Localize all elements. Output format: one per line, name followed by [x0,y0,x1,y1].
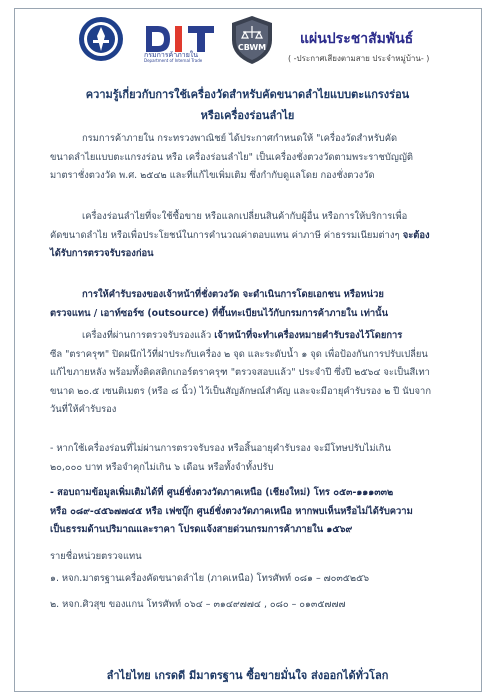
p1-line: ขนาดลำไยแบบตะแกรงร่อน หรือ เครื่องร่อนลำไย" เป็นเครื่องชั่งตวงวัดตามพระราชบัญญัติ [50,151,413,163]
p4-line: แก้ไขภายหลัง พร้อมทั้งติดสติกเกอร์ตราครุฑ "ตรวจสอบแล้ว" ประจำปี ซึ่งปี ๒๕๖๔ จะเป็นสีเทา [50,367,430,378]
agencies-title: รายชื่อหน่วยตรวจแทน [50,551,142,562]
p5-line: ๒๐,๐๐๐ บาท หรือจำคุกไม่เกิน ๖ เดือน หรือทั้งจำทั้งปรับ [50,461,274,473]
p4-text: เครื่องที่ผ่านการตรวจรับรองแล้ว [82,330,215,341]
slogan: ลำไยไทย เกรดดี มีมาตรฐาน ซื้อขายมั่นใจ ส่งออกได้ทั่วโลก [106,669,389,682]
p6-line: - สอบถามข้อมูลเพิ่มเติมได้ที่ ศูนย์ชั่งตวงวัดภาคเหนือ (เชียงใหม่) โทร ๐๕๓-๑๑๑๓๓๒ [50,487,394,498]
p1-line: กรมการค้าภายใน กระทรวงพาณิชย์ ได้ประกาศกำหนดให้ "เครื่องวัดสำหรับคัด [82,133,398,144]
p4-line: ซีล "ตราครุฑ" ปิดผนึกไว้ที่ฝาประกับเครื่อง ๒ จุด และระดับน้ำ ๑ จุด เพื่อป้องกันการปรับเปลี่ยน [50,348,428,360]
dit-caption: กรมการค้าภายใน [144,51,199,59]
p4-bold: เจ้าหน้าที่จะทำเครื่องหมายคำรับรองไว้โดยการ [214,330,403,341]
paragraph-4 [50,327,450,420]
agencies-list [50,548,450,615]
paragraph-3 [50,286,450,323]
paragraph-5 [50,440,450,477]
ministry-seal-logo [78,16,124,62]
p4-line: ขนาด ๒๐.๕ เซนติเมตร (หรือ ๘ นิ้ว) ไว้เป็นสัญลักษณ์สำคัญ และจะมีอายุคำรับรอง ๒ ปี นับจาก [50,385,431,397]
p3-line: ตรวจแทน / เอาท์ซอร์ซ (outsource) ที่ขึ้นทะเบียนไว้กับกรมการค้าภายใน เท่านั้น [50,307,388,319]
p2-line [50,227,450,246]
pr-subtitle: ( -ประกาศเสียงตามสาย ประจำหมู่บ้าน- ) [288,54,430,63]
p3-line: การให้คำรับรองของเจ้าหน้าที่ชั่งตวงวัด จะดำเนินการโดยเอกชน หรือหน่วย [82,289,384,300]
doc-title-line1: ความรู้เกี่ยวกับการใช้เครื่องวัดสำหรับคัดขนาดลำไยแบบตะแกรงร่อน [85,88,410,101]
cbwm-text: CBWM [237,43,267,52]
p2-line: เครื่องร่อนลำไยที่จะใช้ซื้อขาย หรือแลกเปลี่ยนสินค้ากับผู้อื่น หรือการให้บริการเพื่อ [82,211,408,222]
p2-bold-tail: จะต้อง [399,229,430,241]
dit-caption-en: Department of Internal Trade [144,58,203,63]
p2-line [50,245,450,264]
pr-title: แผ่นประชาสัมพันธ์ [300,31,414,47]
p2-bold-line: ได้รับการตรวจรับรองก่อน [50,248,154,259]
agency-item: ๒. หจก.ศิวสุข ของแกน โทรศัพท์ ๐๖๔ – ๓๑๔๙๗๗๔ , ๐๘๐ – ๐๑๓๕๗๗๗ [50,599,346,610]
p6-line: เป็นธรรมด้านปริมาณและราคา โปรดแจ้งสายด่วนกรมการค้าภายใน ๑๕๖๙ [50,524,353,535]
agency-item: ๑. หจก.มาตรฐานเครื่องคัดขนาดลำไย (ภาคเหนือ) โทรศัพท์ ๐๘๑ – ๗๐๓๕๒๕๖ [50,572,370,584]
cbwm-shield-logo [229,14,275,66]
p1-line: มาตราชั่งตวงวัด พ.ศ. ๒๕๔๒ และที่แก้ไขเพิ่มเติม ซึ่งกำกับดูแลโดย กองชั่งตวงวัด [50,170,375,181]
p4-line: วันที่ให้คำรับรอง [50,404,117,415]
paragraph-6 [50,484,450,540]
p5-line: - หากใช้เครื่องร่อนที่ไม่ผ่านการตรวจรับรอง หรือสิ้นอายุคำรับรอง จะมีโทษปรับไม่เกิน [50,443,391,454]
doc-title-line2: หรือเครื่องร่อนลำไย [200,109,295,122]
p6-line: หรือ ๐๘๙-๔๕๖๗๗๔๕ หรือ เฟซบุ๊ก ศูนย์ชั่งตวงวัดภาคเหนือ หากพบเห็นหรือไม่ได้รับความ [50,505,413,517]
paragraph-1 [50,130,450,186]
paragraph-2 [50,208,450,264]
p2-text: คัดขนาดลำไย หรือเพื่อประโยชน์ในการคำนวณค่าตอบแทน ค่าภาษี ค่าธรรมเนียมต่างๆ [50,229,400,241]
